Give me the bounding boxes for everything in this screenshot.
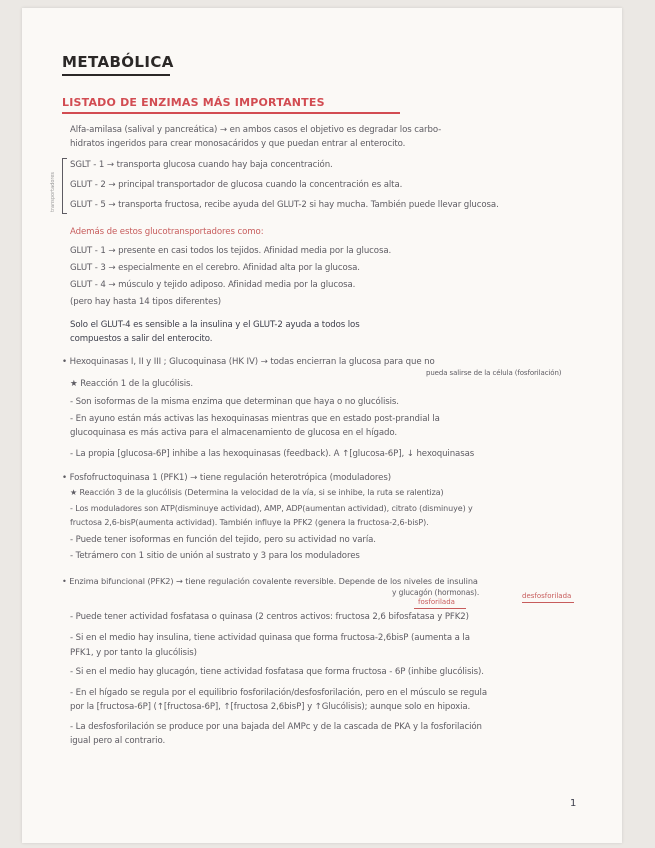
hexokinase-title: • Hexoquinasas I, II y III ; Glucoquinasa (HK IV) → todas encierran la glucosa para que no	[62, 357, 435, 367]
desfosforilada-label: desfosforilada	[522, 592, 572, 600]
pfk1-point: - Puede tener isoformas en función del tejido, pero su actividad no varía.	[70, 535, 376, 545]
bifunctional-point: por la [fructosa-6P] (↑[fructosa-6P], ↑[fructosa 2,6bisP] y ↑Glucólisis); aunque solo en hipoxia.	[70, 702, 471, 712]
pfk1-point: - Tetrámero con 1 sitio de unión al sustrato y 3 para los moduladores	[70, 551, 360, 561]
bifunctional-point: - En el hígado se regula por el equilibrio fosforilación/desfosforilación, pero en el músculo se regula	[70, 688, 487, 698]
other-transporter-item: GLUT - 3 → especialmente en el cerebro. Afinidad alta por la glucosa.	[70, 263, 360, 273]
other-transporters-header: Además de estos glucotransportadores como:	[70, 227, 264, 237]
hexokinase-reaction: ★ Reacción 1 de la glucólisis.	[70, 379, 194, 389]
transporters-bracket	[62, 158, 67, 214]
intro-line: hidratos ingeridos para crear monosacáridos y que puedan entrar al enterocito.	[70, 139, 406, 149]
transporter-item: SGLT - 1 → transporta glucosa cuando hay baja concentración.	[70, 160, 333, 170]
bifunctional-point: PFK1, y por tanto la glucólisis)	[70, 648, 197, 658]
other-transporter-item: (pero hay hasta 14 tipos diferentes)	[70, 297, 221, 307]
other-transporter-item: GLUT - 4 → músculo y tejido adiposo. Afinidad media por la glucosa.	[70, 280, 356, 290]
fosforilada-label: fosforilada	[418, 598, 455, 606]
hexokinase-point: - Son isoformas de la misma enzima que determinan que haya o no glucólisis.	[70, 397, 399, 407]
hexokinase-point: - En ayuno están más activas las hexoquinasas mientras que en estado post-prandial la	[70, 414, 440, 424]
hexokinase-point: - La propia [glucosa-6P] inhibe a las hexoquinasas (feedback). A ↑[glucosa-6P], ↓ hexoquinasas	[70, 449, 475, 459]
bifunctional-title-cont: y glucagón (hormonas).	[392, 588, 480, 597]
section-heading: LISTADO DE ENZIMAS MÁS IMPORTANTES	[62, 96, 325, 109]
bifunctional-point: - Puede tener actividad fosfatasa o quinasa (2 centros activos: fructosa 2,6 bifosfatasa y PFK2)	[70, 612, 469, 622]
desfosforilada-bracket	[522, 602, 574, 603]
insulin-note: Solo el GLUT-4 es sensible a la insulina y el GLUT-2 ayuda a todos los	[70, 320, 360, 330]
bracket-label: transportadores	[50, 171, 56, 212]
bifunctional-point: - Si en el medio hay insulina, tiene actividad quinasa que forma fructosa-2,6bisP (aumenta a la	[70, 633, 470, 643]
transporter-item: GLUT - 2 → principal transportador de glucosa cuando la concentración es alta.	[70, 180, 403, 190]
insulin-note: compuestos a salir del enterocito.	[70, 334, 213, 344]
hexokinase-point: glucoquinasa es más activa para el almacenamiento de glucosa en el hígado.	[70, 428, 397, 438]
heading-underline	[62, 112, 400, 114]
bifunctional-point: - Si en el medio hay glucagón, tiene actividad fosfatasa que forma fructosa - 6P (inhibe glucólisis).	[70, 667, 484, 677]
bifunctional-point: - La desfosforilación se produce por una bajada del AMPc y de la cascada de PKA y la fosforilación	[70, 722, 482, 732]
intro-line: Alfa-amilasa (salival y pancreática) → en ambos casos el objetivo es degradar los carbo-	[70, 125, 442, 135]
bifunctional-point: igual pero al contrario.	[70, 736, 166, 746]
transporter-item: GLUT - 5 → transporta fructosa, recibe ayuda del GLUT-2 si hay mucha. También puede llevar glucosa.	[70, 200, 499, 210]
page-number: 1	[570, 798, 577, 809]
title-underline	[62, 74, 170, 76]
notebook-page	[22, 8, 622, 843]
page-title: METABÓLICA	[62, 53, 174, 71]
hexokinase-title-cont: pueda salirse de la célula (fosforilación)	[426, 369, 562, 377]
fosforilada-bracket	[414, 608, 466, 609]
pfk1-point: fructosa 2,6-bisP(aumenta actividad). También influye la PFK2 (genera la fructosa-2,6-bisP).	[70, 518, 429, 527]
pfk1-point: - Los moduladores son ATP(disminuye actividad), AMP, ADP(aumentan actividad), citrato (disminuye) y	[70, 504, 473, 513]
other-transporter-item: GLUT - 1 → presente en casi todos los tejidos. Afinidad media por la glucosa.	[70, 246, 392, 256]
pfk1-title: • Fosfofructoquinasa 1 (PFK1) → tiene regulación heterotrópica (moduladores)	[62, 473, 391, 483]
pfk1-reaction: ★ Reacción 3 de la glucólisis (Determina la velocidad de la vía, si se inhibe, la ruta se ralentiza)	[70, 488, 444, 497]
bifunctional-title: • Enzima bifuncional (PFK2) → tiene regulación covalente reversible. Depende de los niveles de insulina	[62, 576, 478, 586]
